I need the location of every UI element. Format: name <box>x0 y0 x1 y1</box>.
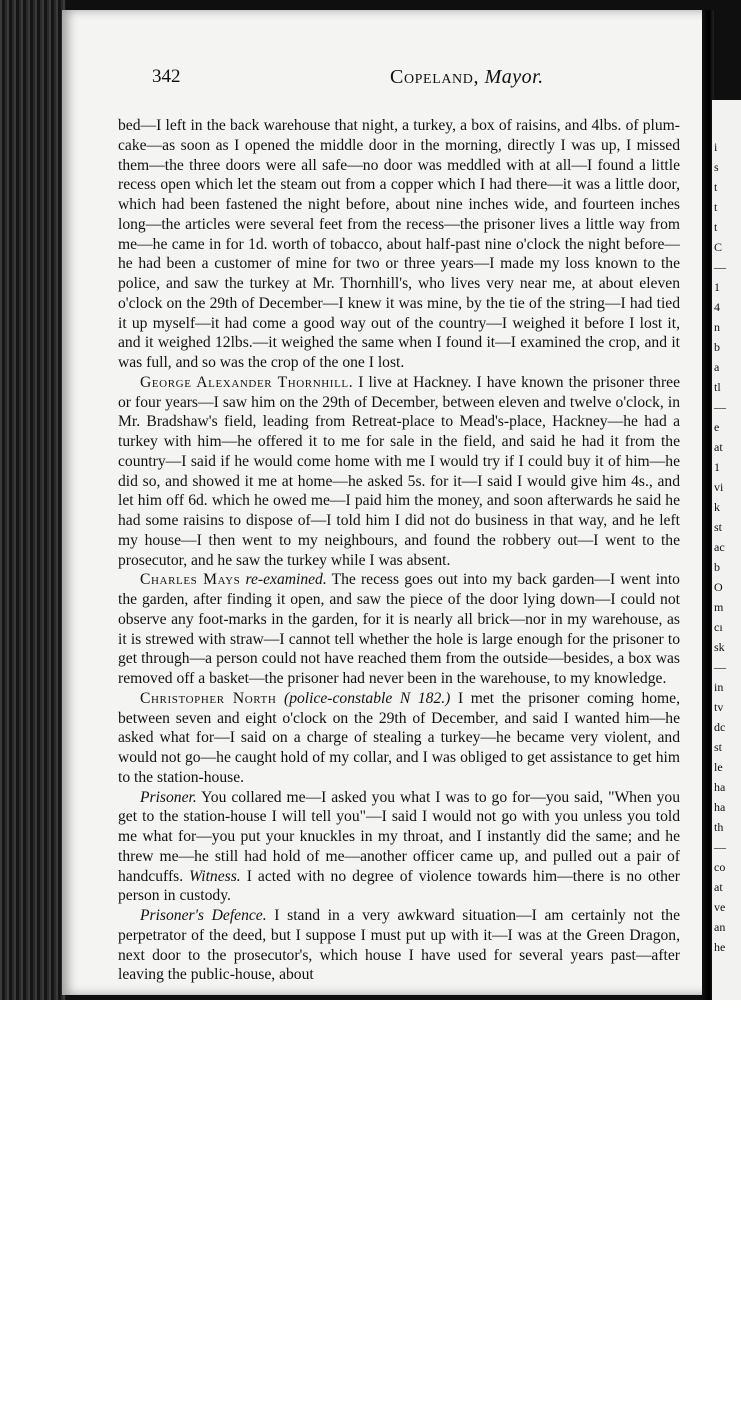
facing-page-fragment: at <box>714 440 723 454</box>
facing-page-fragment: — <box>714 400 726 414</box>
speaker-note: re-examined. <box>245 571 327 589</box>
facing-page-fragment: e <box>714 420 720 434</box>
speaker-name: Prisoner. <box>140 788 197 806</box>
paragraph-testimony <box>118 906 680 985</box>
facing-page-fragment: st <box>714 740 723 754</box>
facing-page-fragment: t <box>714 220 718 234</box>
speaker-name: Christopher North <box>140 689 277 707</box>
paragraph-testimony <box>118 788 680 907</box>
facing-page-fragment: O <box>714 580 723 594</box>
paragraph-text: I live at Hackney. I have known the prisoner three or four years—I saw him on the 29th of December, between eleven and twelve o'clock, in Mr. Bradshaw's field, leading from Retreat-place to Mead's-place, Hackney—he had a turkey with him—he offered it to me for sale in the field, and said he had it from the country—I said if he would come home with me I would try if I could buy it of him—he did so, and showed it me at home—he asked 5s. for it—I said I would give him 4s., and let him off 6d. which he owed me—I paid him the money, and soon afterwards he said he had some raisins to dispose of—I told him I did not do business in that way, and he left my house—I then went to my neighbours, and found the robbery out—I went to the prosecutor, and he saw the turkey while I was absent. <box>118 373 680 569</box>
speaker-name: George Alexander Thornhill. <box>140 373 354 391</box>
speaker-name: Witness. <box>189 867 241 885</box>
paragraph-text: bed—I left in the back warehouse that night, a turkey, a box of raisins, and 4lbs. of plum-cake—as soon as I opened the middle door in the morning, directly I was up, I missed them—the three doors were all safe—no door was meddled with at all—I found a little recess open which let the steam out from a copper which I had there—it was a little door, which had been fastened the night before, about nine inches wide, and fourteen inches long—the articles were several feet from the recess—the prisoner lives a little way from me—he came in for 1d. worth of tobacco, about half-past nine o'clock the night before—he had been a customer of mine for two or three years—I made my loss known to the police, and saw the turkey at Mr. Thornhill's, who lives very near me, at about eleven o'clock on the 29th of December—I knew it was mine, by the tie of the string—I had tied it up myself—it had come a good way out of the country—I weighed it before I lost it, and it weighed 12lbs.—it weighed the same when I found it—I examined the crop, and it was full, and so was the crop of the one I lost. <box>118 117 680 371</box>
facing-page-fragment: m <box>714 600 724 614</box>
facing-page-fragment: ha <box>714 780 726 794</box>
paragraph-testimony <box>118 689 680 788</box>
facing-page-fragment: a <box>714 360 720 374</box>
paragraph-text: The recess goes out into my back garden—I went into the garden, after finding it open, and saw the piece of the door lying down—I could not observe any foot-marks in the garden, for it is nearly all brick—nor in my warehouse, as it is strewed with straw—I cannot tell whether the hole is large enough for the prisoner to get through—a person could not have reached them from the outside—besides, a box was removed off a basket—the prisoner had never been in the warehouse, to my knowledge. <box>118 571 680 687</box>
paragraph-testimony <box>118 373 680 571</box>
facing-page-fragment: 4 <box>714 300 720 314</box>
facing-page-fragment: cı <box>714 620 723 634</box>
running-head-title: Mayor. <box>484 66 544 88</box>
facing-page-fragment: co <box>714 860 726 874</box>
facing-page-fragment: vi <box>714 480 724 494</box>
facing-page-fragment: 1 <box>714 280 720 294</box>
page-number: 342 <box>152 66 181 87</box>
paragraph-text: I stand in a very awkward situation—I am certainly not the perpetrator of the deed, but I suppose I must put up with it—I was at the Green Dragon, next door to the prosecutor's, which house I have used for several years past—after leaving the public-house, about <box>118 907 681 984</box>
page-header <box>90 66 741 96</box>
book-page-edges <box>0 0 66 1000</box>
paragraph-text: I met the prisoner coming home, between seven and eight o'clock on the 29th of December, and said I wanted him—he asked what for—I said on a charge of stealing a turkey—he became very violent, and would not go—he caught hold of my collar, and I was obliged to get assistance to get him to the station-house. <box>118 689 680 786</box>
facing-page-fragment: b <box>714 560 720 574</box>
facing-page-fragment: — <box>714 840 726 854</box>
facing-page-fragment: he <box>714 940 726 954</box>
facing-page-fragment: s <box>714 160 719 174</box>
speaker-name: Charles Mays <box>140 571 241 589</box>
facing-page-fragment: st <box>714 520 723 534</box>
facing-page-fragment: t <box>714 200 718 214</box>
facing-page-edge <box>712 100 741 1000</box>
facing-page-fragment: n <box>714 320 720 334</box>
facing-page-fragment: an <box>714 920 726 934</box>
paragraph-continued <box>118 116 680 373</box>
page-body-text <box>118 116 680 985</box>
running-head <box>390 66 544 89</box>
facing-page-fragment: in <box>714 680 724 694</box>
facing-page-fragment: sk <box>714 640 725 654</box>
running-head-name: Copeland, <box>390 66 480 88</box>
speaker-name: Prisoner's Defence. <box>140 907 267 924</box>
paragraph-text: You collared me—I asked you what I was to go for—you said, "When you get to the station-house I will tell you"—I said I would not go with you unless you told me what for—you put your knuckles in my throat, and I instantly did the same; and he threw me—he still had hold of me—another officer came up, and pulled out a pair of handcuffs. <box>118 788 681 885</box>
facing-page-fragment: th <box>714 820 724 834</box>
facing-page-fragment: i <box>714 140 718 154</box>
facing-page-fragment: at <box>714 880 723 894</box>
paragraph-testimony <box>118 570 680 689</box>
facing-page-fragment: t <box>714 180 718 194</box>
facing-page-fragment: — <box>714 260 726 274</box>
facing-page-fragment: 1 <box>714 460 720 474</box>
facing-page-fragment: ac <box>714 540 725 554</box>
facing-page-fragment: — <box>714 660 726 674</box>
facing-page-fragment: dc <box>714 720 726 734</box>
facing-page-fragment: le <box>714 760 723 774</box>
paragraph-text: I acted with no degree of violence towards him—there is no other person in custody. <box>118 867 680 905</box>
facing-page-fragment: k <box>714 500 720 514</box>
facing-page-fragment: ha <box>714 800 726 814</box>
facing-page-fragment: ve <box>714 900 726 914</box>
facing-page-fragment: tv <box>714 700 724 714</box>
facing-page-fragment: b <box>714 340 720 354</box>
facing-page-fragment: tl <box>714 380 721 394</box>
facing-page-fragment: C <box>714 240 723 254</box>
speaker-note: (police-constable N 182.) <box>284 689 451 707</box>
